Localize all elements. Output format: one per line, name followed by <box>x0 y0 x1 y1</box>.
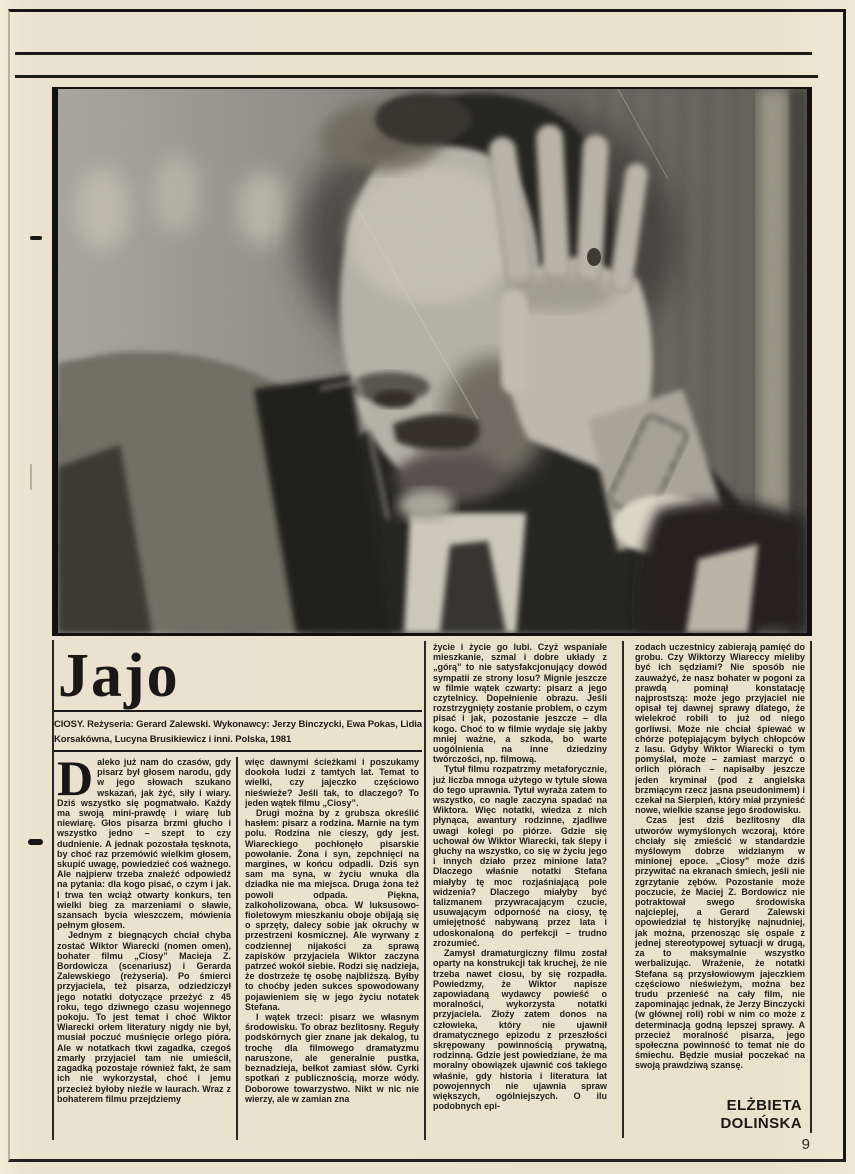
credits-rule-bottom <box>54 750 422 752</box>
body-paragraph: Jednym z biegnących chciał chyba zostać Wiktor Wiarecki (nomen omen), bohater filmu „Ciosy” Macieja Z. Bordowicza (scenariusz) i Gerarda Zalewskiego (reżyseria). Po śmierci przyjaciela, też pisarza, odziedziczył jego notatki dotyczące przeżyć z 45 roku, tego dziwnego czasu wojennego pokoju. To jest temat i choć Wiktor Wiarecki orłem literatury nigdy nie był, musiał poczuć muśnięcie orlego pióra. Ale w notatkach tkwi zagadka, czegoś zmarły przyjaciel tam nie umieścił, zagadką pozostaje również fakt, że sam ich nie wykorzystał, choć i jemu przecież byłoby nieźle w laurach. Wraz z bohaterem filmu przejdziemy <box>57 930 231 1104</box>
credits-rule-top <box>54 710 422 712</box>
body-paragraph: więc dawnymi ścieżkami i poszukamy dookoła ludzi z tamtych lat. Temat to wielki, czy jajeczko częściowo nieświeże? Jeśli tak, to dlaczego? To jeden wątek filmu „Ciosy”. <box>245 757 419 808</box>
author-byline <box>634 1097 802 1132</box>
body-paragraph: I wątek trzeci: pisarz we własnym środowisku. To obraz bezlitosny. Reguły podskórnych gier znane jak dekalog, tu trochę dla filmowego dramatyzmu naruszone, ale generalnie pustka, beznadzieja, bełkot zamiast słów. Cyrki spotkań z publicznością, morze wódy. Doborowe towarzystwo. Nikt w nic nie wierzy, ale w zamian zna <box>245 1012 419 1104</box>
body-paragraph: Czas jest dziś bezlitosny dla utworów wymyślonych wczoraj, które chciały się zmieścić w standardzie myślowym dobrze widzianym w minionej epoce. „Ciosy” może dziś przywitać na ekranach śmiech, jeśli nie zgrzytanie zębów. Pozostanie może poczucie, że Maciej Z. Bordowicz nie potraktował swego środowiska najcieplej, a Gerard Zalewski opowiedział tę historyjkę najnudniej, jak można, przenosząc się ospale z jednej stereotypowej sytuacji w drugą, za to maksymalnie wszystko werbalizując. Wrażenie, że notatki Stefana są przysłowiowym jajeczkiem częściowo nieświeżym, można bez trudu przenieść na cały film, nie zapominając jednak, że Jerzy Binczycki (w głównej roli) robi w nim co może z determinacją godną lepszej sprawy. A przecież moralność pisarza, jego społeczna powinność to temat nie do śmiechu. Będzie musiał poczekać na swoją prawdziwą szansę. <box>635 815 805 1071</box>
top-rule-2 <box>15 75 818 78</box>
author-first-name: ELŻBIETA <box>726 1097 802 1114</box>
column-divider-3 <box>622 641 624 1138</box>
column-divider-1 <box>236 757 238 1140</box>
text-right-rule <box>810 641 812 1133</box>
body-paragraph: Daleko już nam do czasów, gdy pisarz był głosem narodu, gdy w jego słowach szukano wskazań, jak żyć, siły i wiary. Dziś wszystko się pogmatwało. Każdy ma swoją mini-prawdę i wiarę lub niewiarę. Głos pisarza brzmi głucho i wszystko jedno – szept to czy dudnienie. A jednak pozostała tęsknota, by choć raz przemówić wielkim głosem, skupić uwagę, powiedzieć coś ważnego. Ale najpierw trzeba znaleźć odpowiedź na pytania: dla kogo pisać, o czym i jak. I trwa ten wciąż otwarty konkurs, ten wielki bieg za marzeniami o sławie, szansach bycia wieszczem, mówienia pełnym głosem. <box>57 757 231 931</box>
body-paragraph: Tytuł filmu rozpatrzmy metaforycznie, już liczba mnoga użytego w tytule słowa do tego uprawnia. Tytuł wyraża zatem to wszystko, co nagle zaczyna spadać na Wiktora. Więc notatki, wiedza z nich płynąca, awantury rodzinne, zjadliwe uwagi kolegi po piórze. Gdzie się uchował ów Wiktor Wiarecki, tak ślepy i głuchy na wszystko, co się w życiu jego i innych działo przez minione lata? Dlaczego właśnie notatki Stefana miałyby tę moc rozjaśniającą pole widzenia? Dlaczego miałyby być talizmanem przywracającym czucie, usuwającym odporność na ciosy, tę umiejętność nabywaną przez lata i udoskonaloną do perfekcji – trudno zrozumieć. <box>433 764 607 948</box>
body-paragraph: życie i życie go lubi. Czyż wspaniałe mieszkanie, szmal i dobre układy z „górą” to nie satysfakcjonujący dowód sympatii ze strony losu? Mignie jeszcze w filmie wątek czwarty: pisarz a jego czytelnicy. Dopełnienie obrazu. Jeśli rozstrzygnięty zostanie problem, o czym pisać i jak, pozostanie jeszcze – dla kogo. Choć to w filmie wydaje się jakby mniej ważne, a szkoda, bo warte uogólnienia na inne dziedziny twórczości, np. filmową. <box>433 642 607 765</box>
body-column-3 <box>433 642 607 1140</box>
body-column-4 <box>635 642 805 1094</box>
margin-mark-arrow <box>28 839 43 845</box>
column-divider-2 <box>424 641 426 1140</box>
body-paragraph: Zamysł dramaturgiczny filmu został oparty na konstrukcji tak kruchej, że nie trzeba nawet ciosu, by się rozpadła. Powiedzmy, że Wiktor napisze zapowiadaną wydawcy powieść o moralności, wykorzysta notatki przyjaciela. Złoży zatem donos na człowieka, który nie ujawnił dramatycznego epizodu z przeszłości skrępowany powinnością prywatną, rodzinną. Gdzie jest powiedziane, że ma moralny obowiązek ujawnić coś takiego właśnie, gdy historia i literatura lat powojennych nie ujawnia spraw większych, ogólniejszych. O ilu podobnych epi- <box>433 948 607 1112</box>
body-paragraph: zodach uczestnicy zabierają pamięć do grobu. Czy Wiktorzy Wiareccy mieliby być ich sędziami? Nie sposób nie zauważyć, że nasz bohater w pogoni za prawdą pominął konstatację najprostszą: może jego przyjaciel nie opisał tej dawnej sprawy dlatego, że wielekroć robili to już od niego gorliwsi. Może nie chciał śpiewać w chórze potępiającym byłych chłopców z lasu. Gdyby Wiktor Wiarecki o tym pomyślał, może – zamiast marzyć o orlich piórach – napisałby jeszcze jeden kryminał (pod z angielska brzmiącym rzecz jasna pseudonimem) i czekał na Sierpień, który miał przynieść nowe, wielkie szanse jego środowisku. <box>635 642 805 816</box>
article-title: Jajo <box>58 642 180 710</box>
margin-mark-middle <box>30 464 32 490</box>
author-last-name: DOLIŃSKA <box>720 1114 802 1132</box>
drop-cap: D <box>57 757 94 806</box>
text-left-rule <box>52 640 54 1140</box>
page-number: 9 <box>801 1136 810 1153</box>
film-still-photo <box>52 87 812 636</box>
body-column-2 <box>245 757 419 1143</box>
article-credits: CIOSY. Reżyseria: Gerard Zalewski. Wykonawcy: Jerzy Binczycki, Ewa Pokas, Lidia Korsakówna, Lucyna Brusikiewicz i inni. Polska, 1981 <box>54 719 422 745</box>
margin-mark-top <box>30 236 42 240</box>
top-rule-1 <box>15 52 812 55</box>
body-paragraph: Drugi można by z grubsza określić hasłem: pisarz a rodzina. Marnie na tym polu. Rodzina nie cieszy, gdy jest. Wiareckiego pochłonęło pisarskie powołanie. Żona i syn, zepchnięci na margines, w końcu odpadli. Dziś syn sam ma syna, w życiu wnuka dla dziadka nie ma miejsca. Druga żona też powoli odpada. Piękna, zalkoholizowana, obca. W luksusowo-fioletowym mieszkaniu oboje obijają się o sprzęty, dalecy sobie jak okruchy w przestrzeni kosmicznej. Ale wyrwany z codziennej nijakości za sprawą zapisków przyjaciela Wiktor zaczyna patrzeć wokół siebie. Rodzi się nadzieja, że dostrzeże tę osobę najbliższą. Byłby to choćby jeden sukces spowodowany pojawieniem się w jego życiu notatek Stefana. <box>245 808 419 1012</box>
film-still-art <box>58 89 807 633</box>
body-column-1 <box>57 757 231 1143</box>
